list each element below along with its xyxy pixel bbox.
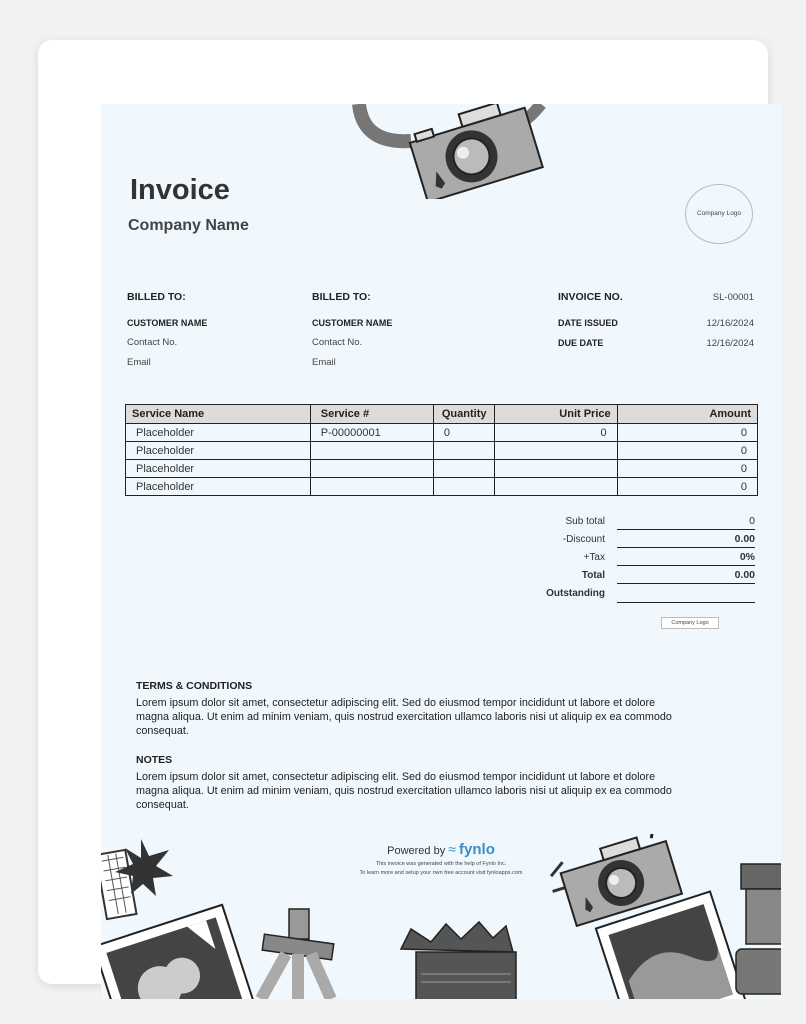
cell-quantity [433, 442, 495, 460]
footer-line-2: To learn more and setup your own free account visit fynloapps.com [359, 870, 523, 876]
invoice-sheet [101, 104, 781, 999]
subtotal-value: 0 [617, 515, 755, 530]
customer-name-2: CUSTOMER NAME [312, 318, 393, 328]
header-quantity: Quantity [433, 405, 495, 424]
photo-frame-icon [101, 905, 256, 999]
cell-service-name: Placeholder [126, 478, 311, 496]
discount-value: 0.00 [617, 533, 755, 548]
cell-unit-price [495, 478, 617, 496]
cell-service-number: P-00000001 [310, 424, 433, 442]
brand-name: fynlo [459, 841, 495, 858]
footer-line-1: This invoice was generated with the help of Fynlo Inc. [375, 861, 507, 867]
notes-heading: NOTES [136, 754, 173, 766]
flash-icon [101, 839, 173, 919]
terms-text: Lorem ipsum dolor sit amet, consectetur adipiscing elit. Sed do eiusmod tempor incididunt ut labore et dolore magna aliqua. Ut enim ad minim veniam, quis nostrud exercitation ullamco laboris nisi ut aliquip ex ea commodo consequat. [136, 697, 672, 737]
invoice-title: Invoice [130, 174, 230, 206]
billed-to-label: BILLED TO: [127, 291, 186, 303]
tax-value: 0% [617, 551, 755, 566]
company-logo-small: Company Logo [661, 617, 719, 629]
invoice-no: SL-00001 [712, 292, 754, 303]
camera-icon [351, 104, 561, 199]
due-date-label: DUE DATE [558, 338, 604, 348]
cell-quantity: 0 [433, 424, 495, 442]
email: Email [127, 357, 151, 368]
due-date: 12/16/2024 [706, 338, 754, 349]
cell-service-number [310, 460, 433, 478]
company-logo-placeholder: Company Logo [685, 184, 753, 244]
cell-quantity [433, 460, 495, 478]
cell-service-number [310, 442, 433, 460]
invoice-no-label: INVOICE NO. [558, 291, 623, 303]
items-table [125, 404, 758, 496]
header-unit-price: Unit Price [495, 405, 617, 424]
billed-to-label-2: BILLED TO: [312, 291, 371, 303]
cell-service-name: Placeholder [126, 424, 311, 442]
table-row [126, 424, 758, 442]
cell-service-number [310, 478, 433, 496]
outstanding-value [617, 587, 755, 603]
table-row [126, 442, 758, 460]
total-value: 0.00 [617, 569, 755, 584]
cell-service-name: Placeholder [126, 460, 311, 478]
cell-amount: 0 [617, 460, 757, 478]
table-header-row [126, 405, 758, 424]
header-service-name: Service Name [126, 405, 311, 424]
table-row [126, 460, 758, 478]
camera-icon [736, 864, 781, 994]
cell-service-name: Placeholder [126, 442, 311, 460]
email-2: Email [312, 357, 336, 368]
tax-label: +Tax [583, 552, 605, 563]
header-amount: Amount [617, 405, 757, 424]
notes-text: Lorem ipsum dolor sit amet, consectetur adipiscing elit. Sed do eiusmod tempor incididunt ut labore et dolore magna aliqua. Ut enim ad minim veniam, quis nostrud exercitation ullamco laboris nisi ut aliquip ex ea commodo consequat. [136, 771, 672, 811]
cell-unit-price: 0 [495, 424, 617, 442]
cell-amount: 0 [617, 424, 757, 442]
date-issued-label: DATE ISSUED [558, 318, 618, 328]
decoration-illustrations [101, 834, 781, 999]
cell-unit-price [495, 442, 617, 460]
total-label: Total [581, 570, 605, 581]
cell-amount: 0 [617, 442, 757, 460]
customer-name: CUSTOMER NAME [127, 318, 208, 328]
contact-number: Contact No. [127, 337, 178, 348]
table-row [126, 478, 758, 496]
contact-number-2: Contact No. [312, 337, 363, 348]
header-service-number: Service # [310, 405, 433, 424]
lens-icon [401, 922, 516, 999]
cell-amount: 0 [617, 478, 757, 496]
company-name: Company Name [128, 217, 249, 234]
cell-unit-price [495, 460, 617, 478]
tripod-icon [261, 909, 334, 999]
discount-label: -Discount [562, 534, 605, 545]
powered-by-label: Powered by [387, 845, 446, 857]
fynlo-logo-icon: ≈ [448, 841, 456, 857]
outstanding-label: Outstanding [546, 588, 605, 599]
cell-quantity [433, 478, 495, 496]
subtotal-label: Sub total [565, 516, 605, 527]
terms-heading: TERMS & CONDITIONS [136, 680, 253, 692]
date-issued: 12/16/2024 [706, 318, 754, 329]
invoice-card [38, 40, 768, 984]
